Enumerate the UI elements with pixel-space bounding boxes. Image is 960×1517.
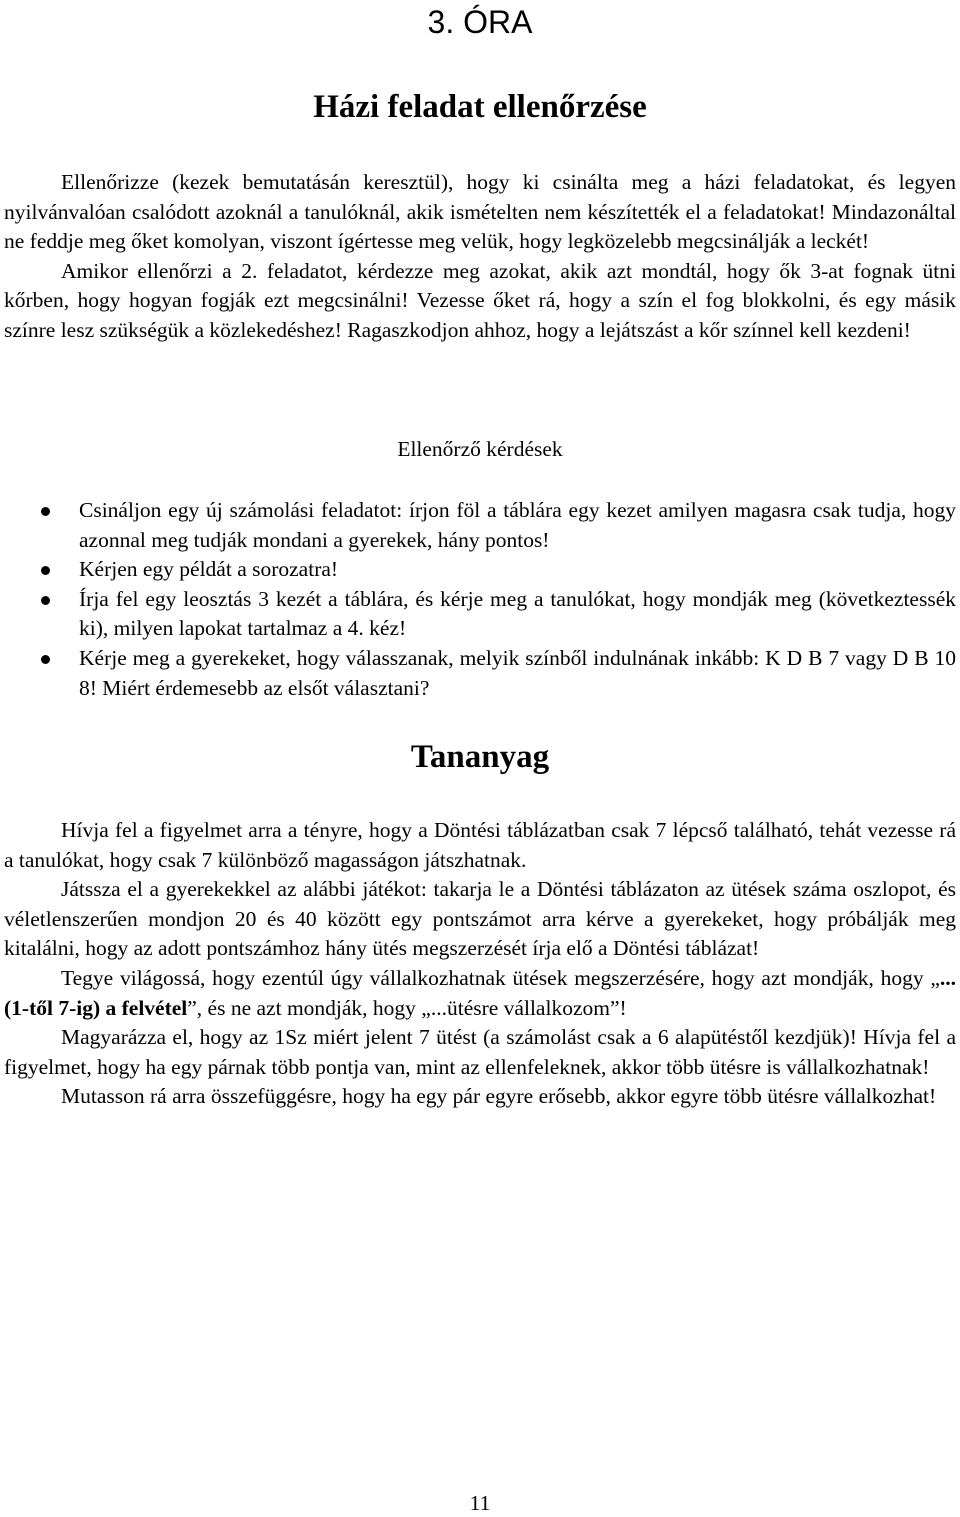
paragraph (4, 964, 956, 1023)
paragraph: Mutasson rá arra összefüggésre, hogy ha egy pár egyre erősebb, akkor egyre több ütésre vállalkozhat! (61, 1084, 937, 1109)
list-item-text: Kérjen egy példát a sorozatra! (79, 557, 339, 582)
section-heading-homework-check: Házi feladat ellenőrzése (313, 89, 647, 125)
check-questions-heading: Ellenőrző kérdések (397, 437, 563, 461)
paragraph-text: Tegye világossá, hogy ezentúl úgy vállalkozhatnak ütések megszerzésére, hogy azt mondják, hogy „ (61, 965, 940, 990)
list-item-text: Írja fel egy leosztás 3 kezét a táblára, és kérje meg a tanulókat, hogy mondják meg (következtessék ki), milyen lapokat tartalmaz a 4. kéz! (79, 586, 956, 641)
paragraph: Ellenőrizze (kezek bemutatásán keresztül), hogy ki csinálta meg a házi feladatokat, és legyen nyilvánvalóan csalódott azoknál a tanulóknál, akik ismételten nem készítették el a feladatokat! Mindazonáltal ne feddje meg őket komolyan, viszont ígértesse meg velük, hogy legközelebb megcsinálják a leckét! (4, 170, 956, 254)
list-item (4, 644, 956, 703)
paragraph: Magyarázza el, hogy az 1Sz miért jelent 7 ütést (a számolást csak a 6 alapütéstől kezdjük)! Hívja fel a figyelmet, hogy ha egy párnak több pontja van, mint az ellenfeleknek, akkor több ütésre is vállalkozhatnak! (4, 1025, 956, 1079)
curriculum-text (4, 816, 956, 1112)
document-page (4, 0, 956, 1517)
list-item-text: Kérje meg a gyerekeket, hogy válasszanak, melyik színből indulnának inkább: K D B 7 vagy D B 10 8! Miért érdemesebb az elsőt választani? (79, 645, 956, 700)
list-item (4, 585, 956, 644)
paragraph: Amikor ellenőrzi a 2. feladatot, kérdezze meg azokat, akik azt mondtál, hogy ők 3-at fognak ütni kőrben, hogy hogyan fogják ezt megcsinálni! Vezesse őket rá, hogy a szín el fog blokkolni, és egy másik színre lesz szükségük a közlekedéshez! Ragaszkodjon ahhoz, hogy a lejátszást a kőr színnel kell kezdeni! (4, 258, 956, 342)
homework-check-text (4, 168, 956, 346)
paragraph-text: ”! (609, 995, 627, 1020)
bullet-icon (41, 566, 50, 575)
bullet-icon (41, 596, 50, 605)
paragraph-text: ”, és ne azt mondják, hogy „...ütésre vállalkozom (187, 995, 610, 1020)
list-item (4, 555, 956, 585)
paragraph: Hívja fel a figyelmet arra a tényre, hogy a Döntési táblázatban csak 7 lépcső található, tehát vezesse rá a tanulókat, hogy csak 7 különböző magasságon játszhatnak. (4, 818, 956, 872)
section-heading-curriculum: Tananyag (410, 739, 550, 775)
page-number: 11 (469, 1491, 491, 1515)
lesson-header: 3. ÓRA (427, 4, 533, 40)
paragraph: Játssza el a gyerekekkel az alábbi játékot: takarja le a Döntési táblázaton az ütések száma oszlopot, és véletlenszerűen mondjon 20 és 40 között egy pontszámot arra kérve a gyerekeket, hogy próbálják meg kitalálni, hogy az adott pontszámhoz hány ütés megszerzését írja elő a Döntési táblázat! (4, 877, 956, 961)
check-questions-list (4, 496, 956, 703)
list-item (4, 496, 956, 555)
bullet-icon (41, 507, 50, 516)
list-item-text: Csináljon egy új számolási feladatot: írjon föl a táblára egy kezet amilyen magasra csak tudja, hogy azonnal meg tudják mondani a gyerekek, hány pontos! (79, 498, 956, 552)
bullet-icon (41, 655, 50, 664)
bold-phrase: ...(1-től 7-ig) a felvétel (4, 965, 956, 1020)
